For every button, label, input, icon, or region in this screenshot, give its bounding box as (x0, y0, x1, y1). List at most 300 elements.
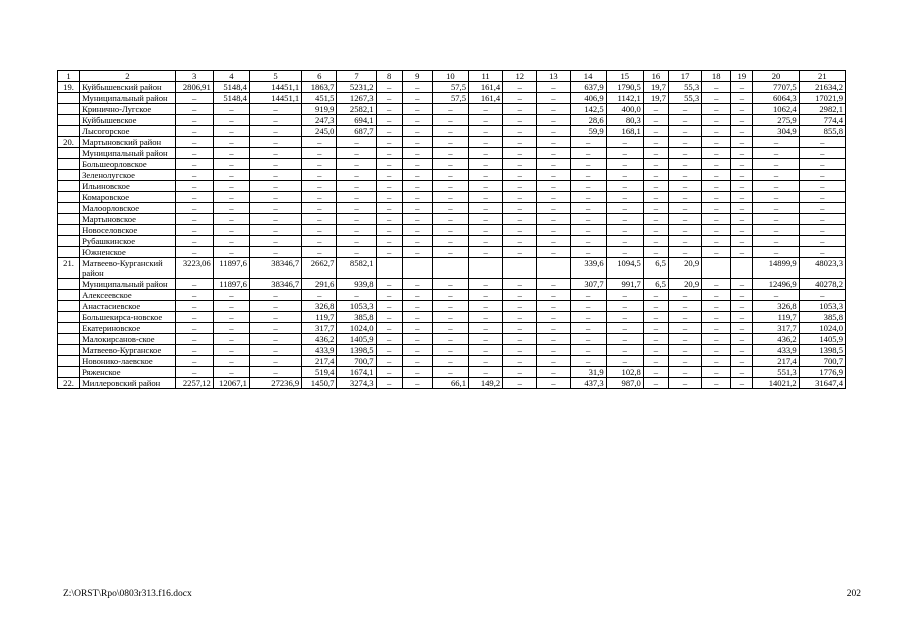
table-cell: – (432, 356, 468, 367)
table-cell: – (537, 247, 570, 258)
table-cell: – (402, 225, 432, 236)
table-cell: – (249, 104, 301, 115)
table-cell: – (606, 203, 643, 214)
table-body (58, 82, 846, 389)
table-cell: 20,9 (668, 258, 701, 279)
table-cell: 855,8 (799, 126, 845, 137)
territory-name: Большеорловское (80, 159, 175, 170)
territory-name: Ильиновское (80, 181, 175, 192)
table-cell: – (337, 181, 376, 192)
table-cell: – (302, 192, 337, 203)
table-cell: – (537, 290, 570, 301)
table-cell: – (503, 203, 537, 214)
table-cell: – (537, 170, 570, 181)
table-cell: – (503, 279, 537, 290)
table-cell: – (731, 115, 753, 126)
table-cell: 687,7 (337, 126, 376, 137)
table-cell: 433,9 (302, 345, 337, 356)
territory-name: Куйбышевский район (80, 82, 175, 93)
table-cell: – (731, 126, 753, 137)
table-cell: – (570, 301, 606, 312)
table-cell: 1863,7 (302, 82, 337, 93)
table-cell: 19,7 (643, 82, 668, 93)
table-cell: – (731, 137, 753, 148)
table-cell: – (606, 301, 643, 312)
table-cell: – (668, 181, 701, 192)
table-cell: – (606, 170, 643, 181)
table-cell: – (702, 334, 731, 345)
table-cell: – (402, 356, 432, 367)
table-cell: – (537, 312, 570, 323)
table-cell: – (702, 236, 731, 247)
territory-name: Новонико-лаевское (80, 356, 175, 367)
table-cell: 551,3 (753, 367, 799, 378)
table-cell: 1674,1 (337, 367, 376, 378)
table-cell: – (432, 192, 468, 203)
territory-name: Рубашкинское (80, 236, 175, 247)
table-row (58, 236, 846, 247)
table-cell: – (402, 323, 432, 334)
table-cell: – (175, 148, 213, 159)
table-cell: – (668, 334, 701, 345)
table-cell: – (402, 137, 432, 148)
territory-name: Малоорловское (80, 203, 175, 214)
table-cell: – (302, 181, 337, 192)
table-cell: 400,0 (606, 104, 643, 115)
table-cell: – (731, 334, 753, 345)
table-cell: – (402, 159, 432, 170)
table-cell: – (337, 159, 376, 170)
column-header: 9 (402, 71, 432, 82)
row-number (58, 356, 80, 367)
table-cell: – (503, 225, 537, 236)
table-cell: – (337, 225, 376, 236)
table-cell: 57,5 (432, 82, 468, 93)
table-row (58, 214, 846, 225)
table-cell: – (213, 356, 249, 367)
table-cell: – (175, 334, 213, 345)
table-cell: – (432, 247, 468, 258)
table-cell: – (537, 104, 570, 115)
table-cell: – (753, 214, 799, 225)
table-cell: – (249, 225, 301, 236)
territory-name: Муниципальный район (80, 279, 175, 290)
table-row (58, 203, 846, 214)
table-cell: – (503, 378, 537, 389)
table-cell: – (753, 159, 799, 170)
table-cell: 247,3 (302, 115, 337, 126)
table-cell: – (753, 247, 799, 258)
table-cell: – (537, 334, 570, 345)
table-cell: – (537, 192, 570, 203)
table-cell: – (799, 181, 845, 192)
table-cell: – (643, 323, 668, 334)
table-cell: – (606, 159, 643, 170)
table-cell: 80,3 (606, 115, 643, 126)
table-cell: – (432, 312, 468, 323)
table-cell: – (503, 356, 537, 367)
table-cell: – (753, 203, 799, 214)
table-cell: – (402, 115, 432, 126)
table-cell: 217,4 (302, 356, 337, 367)
column-header: 15 (606, 71, 643, 82)
table-cell: – (376, 126, 402, 137)
table-cell: 6,5 (643, 279, 668, 290)
table-cell: 5231,2 (337, 82, 376, 93)
page-number: 202 (846, 589, 861, 599)
table-cell: – (376, 301, 402, 312)
table-cell: – (503, 367, 537, 378)
table-cell: 7707,5 (753, 82, 799, 93)
column-header: 8 (376, 71, 402, 82)
table-cell: – (402, 104, 432, 115)
table-cell: – (606, 225, 643, 236)
table-cell: – (376, 137, 402, 148)
table-cell: – (570, 148, 606, 159)
table-cell: – (249, 290, 301, 301)
table-cell: – (175, 203, 213, 214)
table-cell: – (432, 345, 468, 356)
row-number (58, 290, 80, 301)
table-cell: – (432, 159, 468, 170)
table-cell: – (432, 181, 468, 192)
table-cell: – (213, 137, 249, 148)
table-cell: – (213, 236, 249, 247)
table-cell: 326,8 (753, 301, 799, 312)
table-cell: – (702, 323, 731, 334)
table-cell: – (537, 126, 570, 137)
table-cell: 991,7 (606, 279, 643, 290)
row-number (58, 192, 80, 203)
row-number (58, 93, 80, 104)
column-header: 16 (643, 71, 668, 82)
table-row (58, 258, 846, 279)
table-cell: – (799, 214, 845, 225)
table-cell: – (376, 334, 402, 345)
table-cell: – (702, 137, 731, 148)
table-cell: – (643, 203, 668, 214)
table-cell: – (731, 159, 753, 170)
table-cell: – (702, 170, 731, 181)
table-cell: – (213, 367, 249, 378)
table-cell: – (606, 236, 643, 247)
column-header: 6 (302, 71, 337, 82)
row-number (58, 323, 80, 334)
table-cell: – (213, 203, 249, 214)
row-number (58, 312, 80, 323)
table-cell: – (702, 82, 731, 93)
table-cell: – (175, 236, 213, 247)
table-cell: 40278,2 (799, 279, 845, 290)
table-cell: 437,3 (570, 378, 606, 389)
table-cell: – (249, 126, 301, 137)
table-cell: 1776,9 (799, 367, 845, 378)
row-number (58, 334, 80, 345)
table-cell: – (376, 170, 402, 181)
table-cell: 2982,1 (799, 104, 845, 115)
table-cell: – (302, 214, 337, 225)
table-cell: 14021,2 (753, 378, 799, 389)
table-cell: – (213, 192, 249, 203)
territory-name: Комаровское (80, 192, 175, 203)
table-cell: – (175, 159, 213, 170)
table-cell: – (606, 334, 643, 345)
table-cell: – (213, 345, 249, 356)
table-cell: – (376, 225, 402, 236)
row-number (58, 115, 80, 126)
table-cell: 55,3 (668, 93, 701, 104)
table-cell: – (731, 203, 753, 214)
table-cell: – (606, 214, 643, 225)
territory-name: Куйбышевское (80, 115, 175, 126)
row-number (58, 148, 80, 159)
table-cell: – (503, 104, 537, 115)
table-cell: – (469, 301, 503, 312)
table-cell: – (503, 345, 537, 356)
table-cell: – (643, 290, 668, 301)
table-cell: – (643, 170, 668, 181)
table-cell: 48023,3 (799, 258, 845, 279)
table-cell: – (668, 203, 701, 214)
table-cell: – (402, 236, 432, 247)
table-cell: – (376, 192, 402, 203)
table-cell: 3274,3 (337, 378, 376, 389)
table-cell: 14899,9 (753, 258, 799, 279)
table-cell: – (643, 225, 668, 236)
table-cell: – (432, 126, 468, 137)
territory-name: Муниципальный район (80, 148, 175, 159)
table-cell: – (702, 225, 731, 236)
table-cell: – (175, 367, 213, 378)
table-cell: – (213, 126, 249, 137)
table-cell: 987,0 (606, 378, 643, 389)
table-cell: – (376, 159, 402, 170)
table-cell: 451,5 (302, 93, 337, 104)
table-cell: – (249, 334, 301, 345)
table-cell: – (432, 290, 468, 301)
row-number (58, 126, 80, 137)
table-cell: – (402, 312, 432, 323)
table-cell: – (402, 345, 432, 356)
table-cell: – (175, 126, 213, 137)
table-cell: – (213, 312, 249, 323)
table-cell: – (302, 290, 337, 301)
table-cell: – (702, 279, 731, 290)
table-cell: – (249, 181, 301, 192)
table-cell: 28,6 (570, 115, 606, 126)
territory-name: Новоселовское (80, 225, 175, 236)
table-row (58, 148, 846, 159)
table-cell: – (432, 334, 468, 345)
table-cell: – (175, 356, 213, 367)
table-cell: – (799, 148, 845, 159)
table-cell (402, 258, 432, 279)
table-cell: – (337, 148, 376, 159)
table-cell: – (668, 378, 701, 389)
table-row (58, 93, 846, 104)
table-cell: – (249, 115, 301, 126)
table-cell: – (643, 236, 668, 247)
table-cell: 14451,1 (249, 93, 301, 104)
table-cell: – (503, 214, 537, 225)
table-cell: – (702, 115, 731, 126)
table-cell: – (432, 367, 468, 378)
table-cell: – (799, 236, 845, 247)
table-cell: – (469, 192, 503, 203)
table-cell: – (249, 192, 301, 203)
table-cell: – (503, 323, 537, 334)
table-cell: – (402, 334, 432, 345)
table-cell: 5148,4 (213, 82, 249, 93)
table-cell: – (799, 247, 845, 258)
table-cell: – (432, 104, 468, 115)
table-cell: – (213, 148, 249, 159)
table-cell: – (643, 301, 668, 312)
table-cell: – (503, 148, 537, 159)
table-cell: – (175, 115, 213, 126)
table-cell: – (302, 170, 337, 181)
table-cell: 406,9 (570, 93, 606, 104)
table-cell: 12496,9 (753, 279, 799, 290)
table-cell: – (469, 312, 503, 323)
table-cell: – (643, 115, 668, 126)
table-cell: – (402, 82, 432, 93)
table-cell: – (213, 323, 249, 334)
table-cell: – (249, 247, 301, 258)
table-cell: 12067,1 (213, 378, 249, 389)
territory-name: Матвеево-Курганское (80, 345, 175, 356)
table-cell: – (537, 236, 570, 247)
territory-name: Миллеровский район (80, 378, 175, 389)
table-cell: – (537, 378, 570, 389)
table-cell: – (731, 192, 753, 203)
table-cell: – (302, 225, 337, 236)
table-cell: – (376, 356, 402, 367)
table-cell: – (606, 290, 643, 301)
table-cell: – (799, 170, 845, 181)
table-cell: – (175, 104, 213, 115)
table-cell: – (799, 137, 845, 148)
table-cell: – (753, 181, 799, 192)
table-cell: – (376, 312, 402, 323)
table-cell: – (302, 236, 337, 247)
table-cell: – (643, 247, 668, 258)
table-cell: – (668, 345, 701, 356)
table-cell: – (731, 247, 753, 258)
table-cell: – (337, 214, 376, 225)
row-number (58, 345, 80, 356)
document-path: Z:\ORST\Rpo\0803r313.f16.docx (63, 589, 192, 599)
table-cell: – (731, 82, 753, 93)
table-cell: – (668, 312, 701, 323)
table-cell (376, 258, 402, 279)
table-cell: – (302, 148, 337, 159)
table-cell: – (175, 301, 213, 312)
table-cell: 14451,1 (249, 82, 301, 93)
table-cell: – (668, 104, 701, 115)
table-cell: – (643, 367, 668, 378)
table-cell: – (302, 159, 337, 170)
table-cell: – (402, 367, 432, 378)
table-row (58, 378, 846, 389)
table-row (58, 356, 846, 367)
table-cell: – (469, 159, 503, 170)
table-cell: – (402, 378, 432, 389)
table-cell: 304,9 (753, 126, 799, 137)
table-cell: – (537, 345, 570, 356)
table-cell: – (643, 137, 668, 148)
table-cell: – (469, 104, 503, 115)
table-cell: – (731, 279, 753, 290)
table-cell: – (503, 192, 537, 203)
table-cell: – (731, 104, 753, 115)
table-row (58, 126, 846, 137)
table-cell: – (249, 323, 301, 334)
table-cell: 38346,7 (249, 258, 301, 279)
table-cell: 1405,9 (799, 334, 845, 345)
table-cell: – (702, 159, 731, 170)
table-row (58, 312, 846, 323)
table-cell: – (249, 148, 301, 159)
territory-name: Зеленолугское (80, 170, 175, 181)
table-cell: – (731, 214, 753, 225)
table-cell: – (702, 214, 731, 225)
column-header: 12 (503, 71, 537, 82)
table-cell: 1398,5 (799, 345, 845, 356)
territory-name: Мартыновский район (80, 137, 175, 148)
table-cell: – (175, 192, 213, 203)
table-cell: – (376, 203, 402, 214)
column-header: 18 (702, 71, 731, 82)
table-cell (731, 258, 753, 279)
table-cell: – (213, 181, 249, 192)
table-cell: – (432, 148, 468, 159)
table-cell: 217,4 (753, 356, 799, 367)
row-number (58, 367, 80, 378)
row-number (58, 301, 80, 312)
table-cell: 11897,6 (213, 258, 249, 279)
table-cell: – (731, 148, 753, 159)
table-cell: – (175, 312, 213, 323)
table-cell: – (503, 159, 537, 170)
table-cell: – (432, 170, 468, 181)
table-cell: – (249, 367, 301, 378)
table-cell: – (570, 236, 606, 247)
table-cell (469, 258, 503, 279)
table-cell: – (731, 323, 753, 334)
table-cell: – (702, 290, 731, 301)
data-table (57, 70, 846, 389)
table-cell: – (469, 148, 503, 159)
table-cell: – (753, 225, 799, 236)
table-row (58, 279, 846, 290)
table-cell: – (731, 301, 753, 312)
table-cell: 317,7 (753, 323, 799, 334)
table-cell: 2662,7 (302, 258, 337, 279)
table-cell: – (432, 115, 468, 126)
table-cell: – (537, 356, 570, 367)
table-cell: 939,8 (337, 279, 376, 290)
table-cell: – (402, 93, 432, 104)
row-number (58, 214, 80, 225)
table-cell: – (799, 290, 845, 301)
table-cell: 433,9 (753, 345, 799, 356)
table-cell: – (731, 356, 753, 367)
table-cell: – (537, 159, 570, 170)
table-cell: – (668, 323, 701, 334)
column-header: 13 (537, 71, 570, 82)
column-header: 11 (469, 71, 503, 82)
